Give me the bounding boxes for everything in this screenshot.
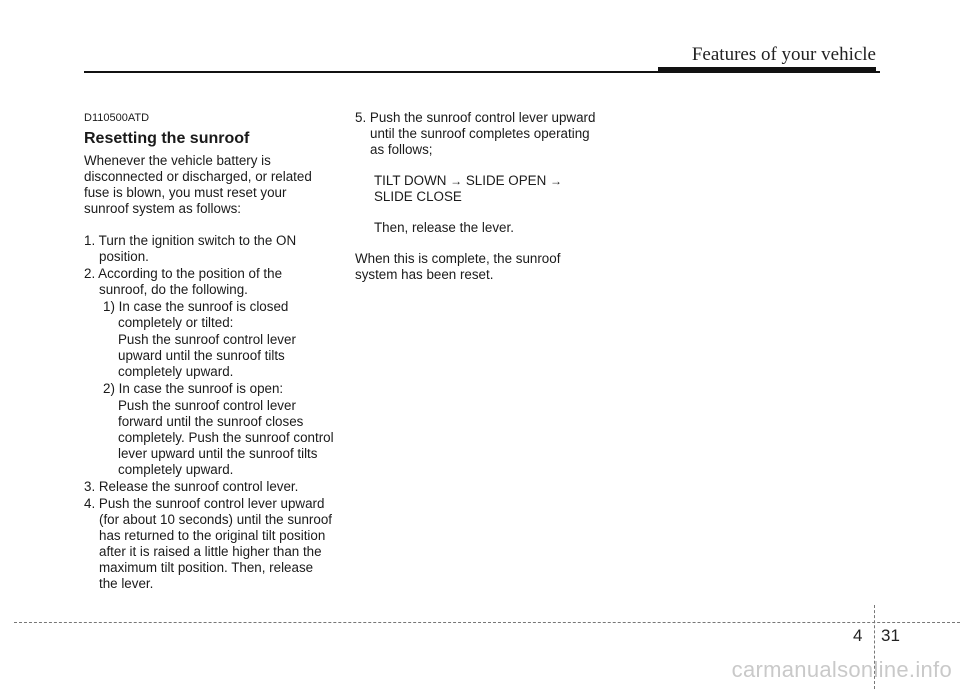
right-column (355, 110, 605, 283)
sub-1-head: 1) In case the sunroof is closed completely or tilted: (103, 299, 289, 330)
step-2: 2. According to the position of the sunroof, do the following. (84, 266, 283, 297)
sequence (355, 173, 605, 205)
header-rule-thick (658, 67, 876, 73)
step-4: 4. Push the sunroof control lever upward (for about 10 seconds) until the sunroof has returned to the original tilt position after it is raised a little higher than the maximum tilt position. Then, release the lever. (84, 496, 332, 591)
seq-tilt-down: TILT DOWN (374, 173, 447, 188)
seq-slide-close: SLIDE CLOSE (374, 189, 462, 204)
page-number: 31 (881, 626, 900, 645)
step-3: 3. Release the sunroof control lever. (84, 479, 299, 494)
complete-paragraph: When this is complete, the sunroof system has been reset. (355, 251, 561, 282)
sub-1-body: Push the sunroof control lever upward until the sunroof tilts completely upward. (118, 332, 296, 379)
watermark: carmanualsonline.info (731, 657, 952, 682)
arrow-icon: → (450, 174, 463, 188)
sub-2-head: 2) In case the sunroof is open: (103, 381, 284, 396)
section-code: D110500ATD (84, 112, 150, 124)
seq-slide-open: SLIDE OPEN (465, 173, 547, 188)
footer-dash-line (14, 622, 960, 623)
header-title: Features of your vehicle (691, 44, 876, 65)
step-5: 5. Push the sunroof control lever upward until the sunroof completes operating as follows; (355, 110, 596, 157)
sub-2-body: Push the sunroof control lever forward until the sunroof closes completely. Push the sunroof control lever upward until the sunroof tilts completely upward. (118, 398, 334, 477)
arrow-icon: → (549, 174, 562, 188)
section-title: Resetting the sunroof (84, 130, 250, 147)
left-column (84, 110, 334, 593)
step-1: 1. Turn the ignition switch to the ON position. (84, 233, 297, 264)
intro-paragraph: Whenever the vehicle battery is disconnected or discharged, or related fuse is blown, you must reset your sunroof system as follows: (84, 153, 312, 216)
chapter-number: 4 (853, 626, 863, 645)
release-text: Then, release the lever. (374, 220, 514, 235)
